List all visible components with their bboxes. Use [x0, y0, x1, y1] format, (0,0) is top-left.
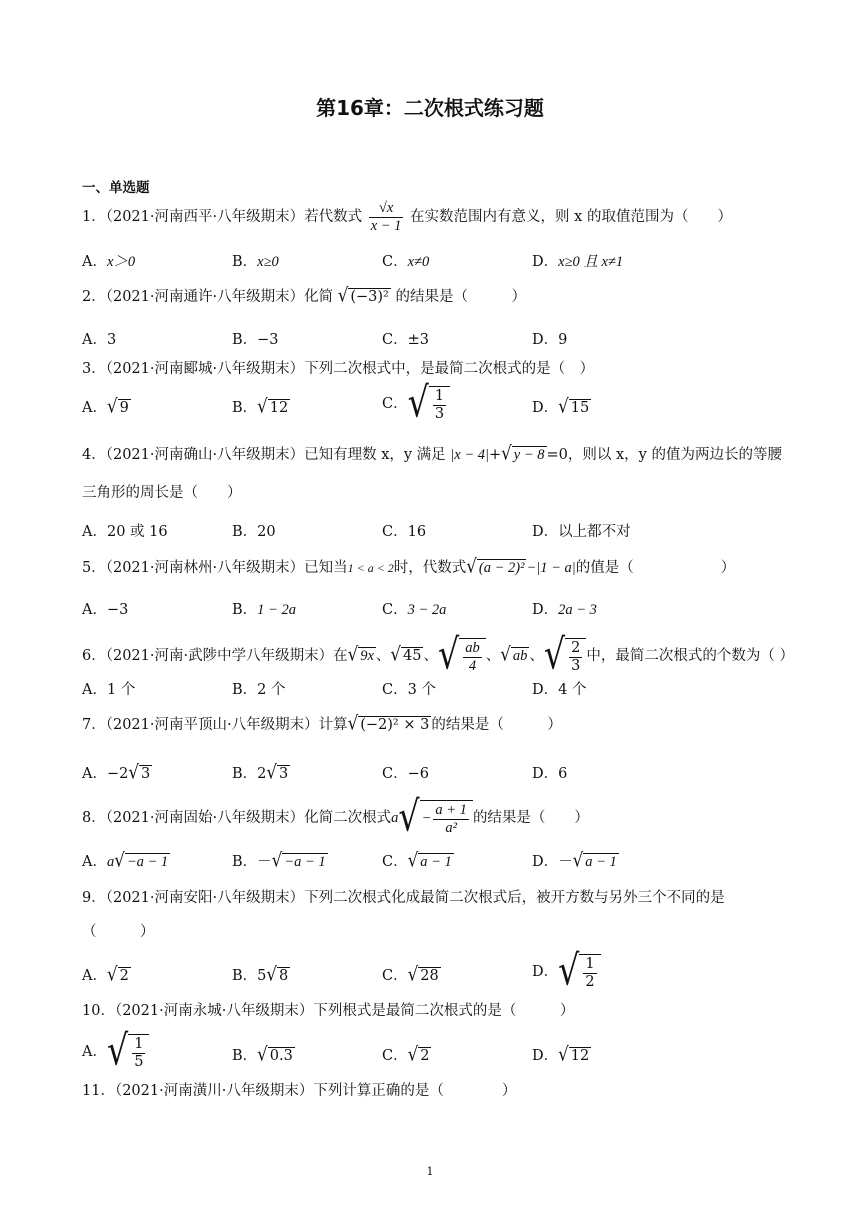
q2-option-b: B．−3: [232, 332, 279, 348]
q10-option-b: B． √ 0.3: [232, 1043, 293, 1066]
q6-option-d: D．4 个: [532, 682, 587, 698]
q3-option-c: C． √ $\frac{1}{3}$: [382, 386, 450, 422]
q3-option-a: A． √ 9: [82, 395, 129, 418]
q8-options: [82, 850, 782, 890]
question-7: 7．（2021·河南平顶山·八年级期末）计算 √ (−2)² × 3 的结果是（ ）: [82, 712, 562, 735]
q1-option-b: B．x≥0: [232, 254, 279, 270]
q2-option-a: A．3: [82, 332, 117, 348]
q1-stem: 1．（2021·河南西平·八年级期末）若代数式: [82, 209, 363, 226]
q5-option-a: A．−3: [82, 602, 129, 618]
q7-option-d: D．6: [532, 766, 568, 782]
q10-options: [82, 1025, 782, 1084]
q4-option-a: A．20 或 16: [82, 524, 168, 540]
q2-option-c: C．±3: [382, 332, 429, 348]
question-9: 9．（2021·河南安阳·八年级期末）下列二次根式化成最简二次根式后，被开方数与另外三个不同的是: [82, 890, 725, 906]
question-6: 6．（2021·河南·武陟中学八年级期末）在 √ 9x 、 √ 45 、 √ $\frac{ab}{4}$ 、 √ ab 、 √ $\frac{2}{3}$ 中，最简二次根式的个数为（ ）: [82, 629, 794, 679]
page-number: 1: [426, 1165, 434, 1178]
question-8: 8．（2021·河南固始·八年级期末）化简二次根式a √ − $\frac{a + 1}{\text{a²}}$ 的结果是（ ）: [82, 791, 589, 841]
question-4: 4．（2021·河南确山·八年级期末）已知有理数 x，y 满足 |x − 4|+ √ y − 8 =0，则以 x，y 的值为两边长的等腰: [82, 442, 782, 465]
q10-option-d: D． √ 12: [532, 1043, 590, 1066]
q9-option-a: A． √ 2: [82, 963, 129, 986]
q7-options: [82, 762, 782, 802]
q8-option-c: C． √ a − 1: [382, 849, 452, 872]
section-heading: 一、单选题: [82, 180, 150, 196]
question-4-line2: 三角形的周长是（ ）: [82, 485, 242, 501]
question-10: 10．（2021·河南永城·八年级期末）下列根式是最简二次根式的是（ ）: [82, 1003, 575, 1019]
q4-option-d: D．以上都不对: [532, 524, 631, 540]
q5-options: [82, 598, 782, 638]
q8-option-a: A．a √ −a − 1: [82, 849, 169, 872]
question-5: 5．（2021·河南林州·八年级期末）已知当1 < a < 2时，代数式 √ (a − 2)² −|1 − a|的值是（ ）: [82, 555, 736, 578]
q1-options: [82, 250, 782, 290]
q10-option-c: C． √ 2: [382, 1043, 430, 1066]
question-9-line2: （ ）: [82, 924, 155, 940]
q7-option-c: C．−6: [382, 766, 429, 782]
q7-option-b: B．2 √ 3: [232, 761, 289, 784]
q3-option-b: B． √ 12: [232, 395, 289, 418]
q3-options: [82, 377, 782, 436]
q8-option-b: B．－ √ −a − 1: [232, 849, 326, 872]
q1-option-d: D．x≥0 且 x≠1: [532, 254, 624, 270]
question-11: 11．（2021·河南潢川·八年级期末）下列计算正确的是（ ）: [82, 1083, 517, 1099]
q7-option-a: A．−2 √ 3: [82, 761, 151, 784]
q3-option-d: D． √ 15: [532, 395, 590, 418]
q10-option-a: A． √ $\frac{1}{5}$: [82, 1034, 149, 1070]
q1-option-c: C．x≠0: [382, 254, 430, 270]
q6-options: [82, 678, 782, 718]
q2-radical: √ (−3)²: [337, 284, 389, 307]
q4-options: [82, 520, 782, 560]
q2-option-d: D．9: [532, 332, 568, 348]
q4-option-c: C．16: [382, 524, 427, 540]
q9-option-b: B．5 √ 8: [232, 963, 289, 986]
question-2: 2．（2021·河南通许·八年级期末）化简 √ (−3)² 的结果是（ ）: [82, 284, 526, 307]
question-1: 1．（2021·河南西平·八年级期末）若代数式 $\frac{√x}{x - 1}$ 在实数范围内有意义，则 x 的取值范围为（ ）: [82, 200, 732, 234]
q9-option-c: C． √ 28: [382, 963, 439, 986]
q5-option-c: C．3 − 2a: [382, 602, 447, 618]
q6-option-b: B．2 个: [232, 682, 286, 698]
q9-options: [82, 945, 782, 1004]
q6-option-c: C．3 个: [382, 682, 436, 698]
q5-option-d: D．2a − 3: [532, 602, 597, 618]
question-3: 3．（2021·河南郾城·八年级期末）下列二次根式中，是最简二次根式的是（ ）: [82, 361, 595, 377]
q6-option-a: A．1 个: [82, 682, 136, 698]
q1-option-a: A．x＞0: [82, 254, 136, 270]
q1-fraction: $\frac{√x}{x - 1}$: [370, 200, 402, 234]
q5-option-b: B．1 − 2a: [232, 602, 296, 618]
page-title: 第16章：二次根式练习题: [316, 96, 544, 120]
q8-option-d: D．－ √ a − 1: [532, 849, 617, 872]
q9-option-d: D． √ $\frac{1}{2}$: [532, 954, 601, 990]
q4-option-b: B．20: [232, 524, 276, 540]
